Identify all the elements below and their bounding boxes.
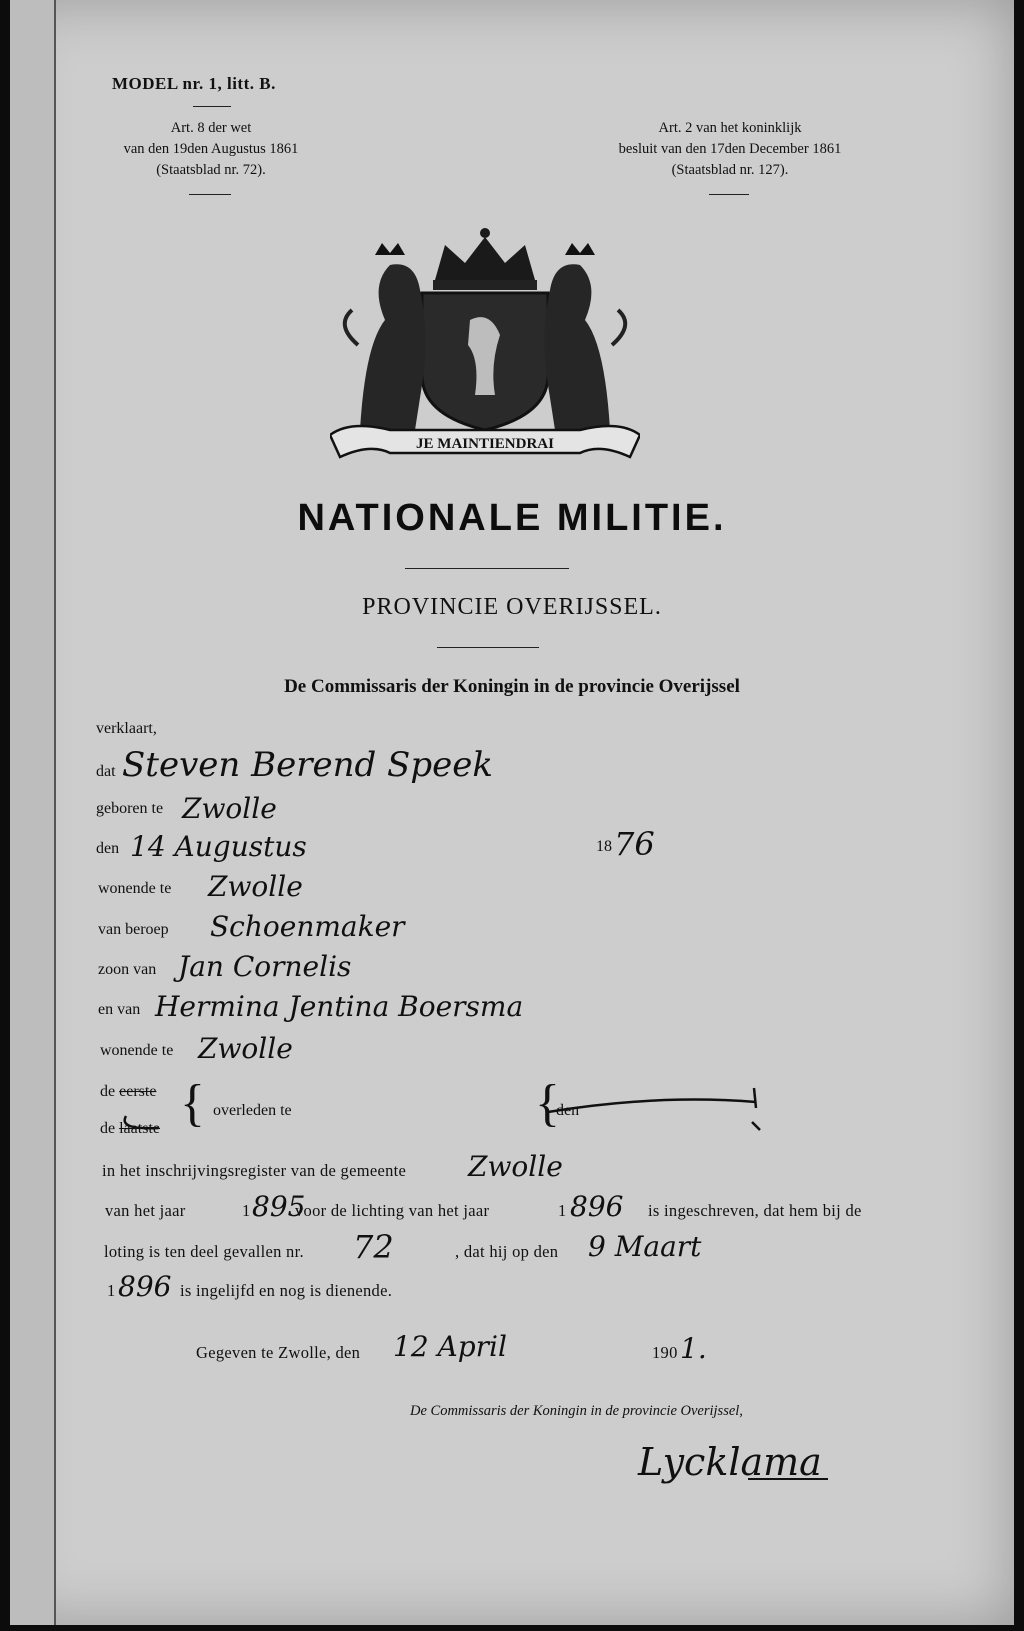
law-reference-left bbox=[86, 118, 336, 181]
law-right-line-3: (Staatsblad nr. 127). bbox=[671, 162, 789, 178]
signoff-text: De Commissaris der Koningin in de provincie Overijssel, bbox=[410, 1403, 743, 1419]
father-value: Jan Cornelis bbox=[178, 950, 352, 983]
geboren-label: geboren te bbox=[96, 800, 164, 817]
given-date-value: 12 April bbox=[393, 1330, 507, 1363]
document-title: NATIONALE MILITIE. bbox=[297, 497, 727, 539]
ingeschreven-text: is ingeschreven, dat hem bij de bbox=[648, 1201, 862, 1220]
lichting-year-prefix: 1 bbox=[558, 1201, 567, 1220]
rule bbox=[193, 106, 231, 107]
dat-label: dat bbox=[96, 763, 116, 780]
lichting-year-value: 896 bbox=[570, 1190, 624, 1223]
birthplace-value: Zwolle bbox=[182, 792, 277, 825]
brace-right: { bbox=[535, 1075, 560, 1132]
strike-scribble bbox=[118, 1075, 778, 1133]
laatste-struck: laatste bbox=[119, 1120, 160, 1137]
wonende-label: wonende te bbox=[98, 880, 172, 897]
register-place-value: Zwolle bbox=[468, 1150, 563, 1183]
birth-year-prefix: 18 bbox=[596, 838, 612, 855]
law-right-line-2: besluit van den 17den December 1861 bbox=[618, 141, 842, 157]
commissaris-heading: De Commissaris der Koningin in de provincie Overijssel bbox=[284, 676, 740, 697]
lichting-text: voor de lichting van het jaar bbox=[295, 1201, 490, 1220]
mother-value: Hermina Jentina Boersma bbox=[155, 990, 524, 1023]
van-het-jaar-label: van het jaar bbox=[105, 1201, 186, 1220]
beroep-label: van beroep bbox=[98, 921, 169, 938]
rule bbox=[437, 647, 539, 648]
verklaart-label: verklaart, bbox=[96, 720, 157, 737]
ingelijfd-text: is ingelijfd en nog is dienende. bbox=[180, 1281, 393, 1300]
brace-left: { bbox=[180, 1075, 205, 1132]
den-label: den bbox=[96, 840, 120, 857]
birth-year-value: 76 bbox=[614, 825, 655, 863]
den-overleden-label: den bbox=[556, 1102, 580, 1119]
reg-year-value: 895 bbox=[252, 1190, 306, 1223]
rule bbox=[709, 194, 749, 195]
coat-motto: JE MAINTIENDRAI bbox=[416, 436, 554, 452]
ingelijfd-year-value: 896 bbox=[118, 1270, 172, 1303]
zoon-van-label: zoon van bbox=[98, 961, 157, 978]
given-text: Gegeven te Zwolle, den bbox=[196, 1343, 361, 1362]
coat-of-arms bbox=[330, 225, 640, 475]
ingelijfd-date-value: 9 Maart bbox=[588, 1230, 702, 1263]
binding-strip bbox=[10, 0, 56, 1625]
birth-date-value: 14 Augustus bbox=[130, 830, 307, 863]
en-van-label: en van bbox=[98, 1001, 141, 1018]
loting-text: loting is ten deel gevallen nr. bbox=[104, 1242, 304, 1261]
law-left-line-3: (Staatsblad nr. 72). bbox=[156, 162, 266, 178]
law-reference-right bbox=[575, 118, 885, 181]
eerste-struck: eerste bbox=[119, 1083, 157, 1100]
law-left-line-2: van den 19den Augustus 1861 bbox=[123, 141, 299, 157]
occupation-value: Schoenmaker bbox=[210, 910, 405, 943]
law-left-line-1: Art. 8 der wet bbox=[170, 120, 252, 136]
lot-number-value: 72 bbox=[353, 1228, 394, 1266]
ingelijfd-year-prefix: 1 bbox=[107, 1281, 116, 1300]
parents-residence-value: Zwolle bbox=[198, 1032, 293, 1065]
name-value: Steven Berend Speek bbox=[122, 745, 493, 785]
signature-underline bbox=[748, 1478, 828, 1480]
de-label-2: de bbox=[100, 1120, 116, 1137]
overleden-label: overleden te bbox=[213, 1102, 292, 1119]
signature: Lycklama bbox=[638, 1440, 822, 1484]
wonende-parents-label: wonende te bbox=[100, 1042, 174, 1059]
register-text: in het inschrijvingsregister van de gemeente bbox=[102, 1161, 407, 1180]
law-right-line-1: Art. 2 van het koninklijk bbox=[658, 120, 802, 136]
reg-year-prefix: 1 bbox=[242, 1201, 251, 1220]
given-year-prefix: 190 bbox=[652, 1343, 678, 1362]
rule bbox=[189, 194, 231, 195]
province-heading: PROVINCIE OVERIJSSEL. bbox=[362, 594, 662, 620]
rule bbox=[405, 568, 569, 569]
given-year-value: 1. bbox=[680, 1332, 707, 1365]
residence-value: Zwolle bbox=[208, 870, 303, 903]
de-label: de bbox=[100, 1083, 116, 1100]
op-den-text: , dat hij op den bbox=[455, 1242, 559, 1261]
model-label: MODEL nr. 1, litt. B. bbox=[112, 74, 276, 93]
